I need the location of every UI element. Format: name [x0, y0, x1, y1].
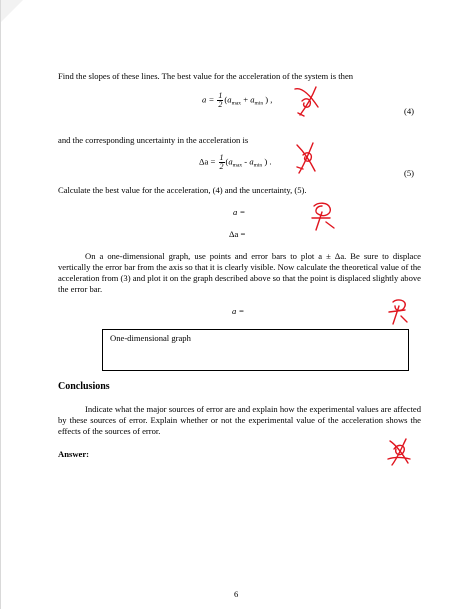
- eq5-min-sub: min: [253, 162, 263, 169]
- equation-4-number: (4): [404, 106, 415, 116]
- page-number: 6: [234, 589, 239, 599]
- eq4-paren-open: (: [224, 94, 228, 105]
- eq4-a-max: a: [227, 94, 232, 105]
- eq4-op: +: [241, 94, 251, 105]
- eq4-min-sub: min: [254, 100, 264, 107]
- equation-5: [199, 154, 272, 171]
- red-handwritten-mark: [308, 198, 340, 232]
- a-result-line: a =: [233, 207, 246, 217]
- eq5-op: -: [242, 156, 250, 167]
- red-handwritten-mark: [292, 83, 326, 119]
- eq5-a-min: a: [249, 156, 254, 167]
- eq5-lhs: Δa =: [199, 156, 216, 167]
- delta-a-label: Δa =: [229, 229, 246, 239]
- eq4-denominator: 2: [218, 100, 223, 109]
- eq5-a-max: a: [228, 156, 233, 167]
- eq4-fraction: [217, 92, 223, 109]
- answer-label: Answer:: [58, 449, 90, 459]
- eq5-denominator: 2: [219, 162, 224, 171]
- red-handwritten-mark: [385, 296, 413, 326]
- conclusions-paragraph: Indicate what the major sources of error are and explain how the experimental values are affected by these sources of error. Explain whether or not the experimental value of the acceleration shows the effects of the sources of error.: [58, 404, 421, 436]
- a-theory-line: a =: [232, 306, 245, 316]
- one-dimensional-graph-box[interactable]: [102, 329, 409, 371]
- equation-5-number: (5): [404, 168, 415, 178]
- eq5-paren-open: (: [225, 156, 229, 167]
- graph-instruction-paragraph: On a one-dimensional graph, use points and error bars to plot a ± Δa. Be sure to displace vertically the error bar from the axis so that it is clearly visible. Now calculate the theoretical value of the acceleration from (3) and plot it on the graph described above so that the point is displaced slightly above the error bar.: [58, 251, 421, 294]
- eq5-numerator: 1: [219, 153, 224, 162]
- delta-a-result-line: [229, 229, 245, 240]
- eq4-max-sub: max: [231, 100, 242, 107]
- equation-4: [202, 92, 272, 109]
- eq5-paren-close: ) .: [262, 156, 272, 167]
- eq4-lhs: a =: [202, 94, 215, 105]
- page-corner: [1, 0, 23, 22]
- graph-box-label: One-dimensional graph: [110, 333, 191, 343]
- uncertainty-intro-text: and the corresponding uncertainty in the acceleration is: [58, 135, 249, 145]
- calc-instruction-text: Calculate the best value for the acceleration, (4) and the uncertainty, (5).: [58, 185, 307, 195]
- conclusions-heading: Conclusions: [58, 381, 110, 392]
- red-handwritten-mark: [384, 435, 416, 469]
- intro-text: Find the slopes of these lines. The best value for the acceleration of the system is then: [58, 71, 354, 81]
- eq4-paren-close: ) ,: [263, 94, 273, 105]
- red-handwritten-mark: [293, 141, 323, 177]
- eq5-max-sub: max: [232, 162, 243, 169]
- eq4-numerator: 1: [218, 91, 223, 100]
- eq4-a-min: a: [250, 94, 255, 105]
- eq5-fraction: [219, 154, 225, 171]
